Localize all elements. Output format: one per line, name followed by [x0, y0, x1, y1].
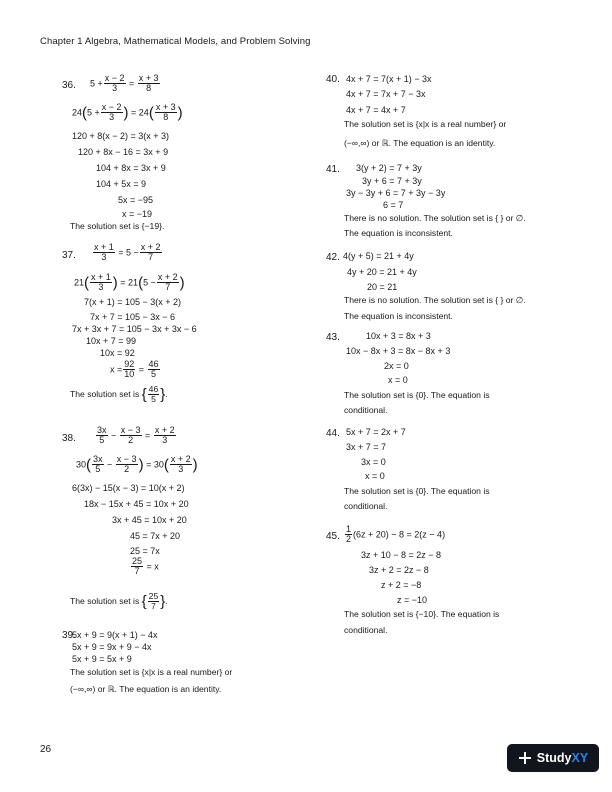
solution-text: The equation is inconsistent.: [344, 311, 453, 321]
equation-line: 4x + 7 = 4x + 7: [346, 105, 406, 115]
problem-number: 44.: [326, 428, 340, 439]
equation-line: 7(x + 1) = 105 − 3(x + 2): [84, 297, 182, 307]
equation-line: 45 = 7x + 20: [130, 531, 181, 541]
equation-line: 20 = 21: [367, 282, 398, 292]
equation-line: 104 + 8x = 3x + 9: [96, 163, 166, 173]
solution-text: The solution set is {x|x is a real number} or: [70, 667, 233, 677]
problem-number: 39.: [62, 630, 76, 641]
equation-line: 2x = 0: [384, 361, 409, 371]
equation-line: 3z + 10 − 8 = 2z − 8: [361, 550, 442, 560]
equation-line: 10x − 8x + 3 = 8x − 8x + 3: [346, 346, 451, 356]
brand-suffix: XY: [571, 751, 589, 765]
brand-name: Study: [536, 751, 572, 765]
equation-line: 10x = 92: [100, 348, 135, 358]
equation-line: x = 0: [388, 375, 408, 385]
page-number: 26: [40, 744, 52, 755]
solution-text: The solution set is {−19}.: [70, 221, 165, 231]
equation-line: $\frac{3x}{5}$ − $\frac{x - 3}{2}$ = $\frac{x + 2}{3}$: [97, 425, 175, 446]
equation-line: 3z + 2 = 2z − 8: [369, 565, 429, 575]
problem-number: 45.: [326, 531, 340, 542]
equation-line: 18x − 15x + 45 = 10x + 20: [84, 499, 189, 509]
equation-line: 120 + 8x − 16 = 3x + 9: [78, 147, 169, 157]
equation-line: 5x + 9 = 5x + 9: [72, 654, 132, 664]
solution-text: conditional.: [344, 501, 388, 511]
equation-line: 4x + 7 = 7(x + 1) − 3x: [346, 74, 432, 84]
equation-line: x = $\frac{92}{10}$ = $\frac{46}{5}$: [110, 359, 159, 380]
solution-text: (−∞,∞) or ℝ. The equation is an identity.: [344, 138, 496, 148]
solution-text: There is no solution. The solution set is { } or ∅.: [344, 213, 526, 223]
solution-text: The solution set is { $\frac{25}{7}$ }.: [70, 591, 168, 612]
solution-text: The solution set is { $\frac{46}{5}$ }.: [70, 384, 168, 405]
equation-line: 10x + 7 = 99: [86, 336, 137, 346]
equation-line: 7x + 3x + 7 = 105 − 3x + 3x − 6: [72, 324, 197, 334]
equation-line: 24(5 + $\frac{x - 2}{3}$ ) = 24( $\frac{x + 3}{8}$ ): [72, 102, 183, 123]
solution-text: The solution set is {0}. The equation is: [344, 486, 490, 496]
equation-line: 3(y + 2) = 7 + 3y: [356, 163, 422, 173]
equation-line: 5x + 9 = 9(x + 1) − 4x: [72, 630, 158, 640]
equation-line: 10x + 3 = 8x + 3: [366, 331, 431, 341]
studyxy-logo: [507, 744, 599, 772]
equation-line: 4y + 20 = 21 + 4y: [347, 267, 417, 277]
solution-text: (−∞,∞) or ℝ. The equation is an identity.: [70, 684, 222, 694]
equation-line: $\frac{x + 1}{3}$ = 5 − $\frac{x + 2}{7}$: [94, 242, 161, 263]
equation-line: 7x + 7 = 105 − 3x − 6: [90, 312, 176, 322]
problem-number: 37.: [62, 250, 76, 261]
equation-line: 5x = −95: [118, 195, 154, 205]
problem-number: 42.: [326, 252, 340, 263]
problem-number: 36.: [62, 80, 76, 91]
equation-line: 5x + 7 = 2x + 7: [346, 427, 406, 437]
equation-line: $\frac{25}{7}$ = x: [132, 556, 159, 577]
equation-line: 21( $\frac{x + 1}{3}$ ) = 21(5 − $\frac{x + 2}{7}$ ): [74, 272, 185, 293]
equation-line: 25 = 7x: [130, 546, 160, 556]
equation-line: 4(y + 5) = 21 + 4y: [343, 251, 414, 261]
equation-line: 3y − 3y + 6 = 7 + 3y − 3y: [346, 188, 446, 198]
problem-number: 43.: [326, 332, 340, 343]
equation-line: 4x + 7 = 7x + 7 − 3x: [346, 89, 426, 99]
equation-line: 6(3x) − 15(x − 3) = 10(x + 2): [72, 483, 185, 493]
equation-line: $\frac{1}{2}$ (6z + 20) − 8 = 2(z − 4): [346, 524, 446, 545]
equation-line: x = −19: [122, 209, 153, 219]
equation-line: z = −10: [397, 595, 428, 605]
equation-line: 3x + 7 = 7: [346, 442, 387, 452]
solution-text: The solution set is {0}. The equation is: [344, 390, 490, 400]
problem-number: 41.: [326, 164, 340, 175]
equation-line: 6 = 7: [383, 200, 404, 210]
solution-text: The equation is inconsistent.: [344, 228, 453, 238]
solution-text: conditional.: [344, 405, 388, 415]
equation-line: 3y + 6 = 7 + 3y: [362, 176, 422, 186]
solution-text: There is no solution. The solution set is { } or ∅.: [344, 295, 526, 305]
plus-icon: [518, 751, 532, 765]
equation-line: 30( $\frac{3x}{5}$ − $\frac{x - 3}{2}$ ) = 30( $\frac{x + 2}{3}$ ): [76, 454, 198, 475]
equation-line: 3x = 0: [361, 457, 386, 467]
equation-line: z + 2 = −8: [381, 580, 422, 590]
equation-line: 120 + 8(x − 2) = 3(x + 3): [72, 131, 170, 141]
equation-line: 104 + 5x = 9: [96, 179, 147, 189]
solution-text: The solution set is {x|x is a real number} or: [344, 119, 507, 129]
solution-text: conditional.: [344, 625, 388, 635]
solution-text: The solution set is {−10}. The equation is: [344, 609, 500, 619]
equation-line: x = 0: [365, 471, 385, 481]
problem-number: 40.: [326, 74, 340, 85]
chapter-header: Chapter 1 Algebra, Mathematical Models, and Problem Solving: [40, 36, 311, 47]
equation-line: 5 + $\frac{x - 2}{3}$ = $\frac{x + 3}{8}$: [90, 73, 159, 94]
equation-line: 3x + 45 = 10x + 20: [112, 515, 187, 525]
problem-number: 38.: [62, 433, 76, 444]
equation-line: 5x + 9 = 9x + 9 − 4x: [72, 642, 152, 652]
